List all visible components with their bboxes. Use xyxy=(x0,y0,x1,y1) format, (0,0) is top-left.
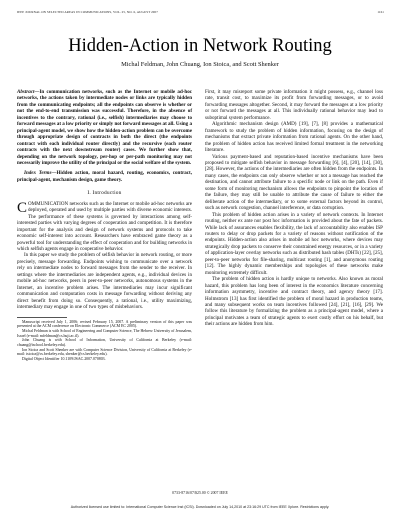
download-notice: Authorized licensed use limited to: International Computer Science Inst (ICSI). Downloaded on July 14,2010 at 23:16:29 UTC from IEEE Xplore. Restrictions apply. xyxy=(70,505,330,509)
index-terms xyxy=(17,170,192,183)
right-paragraph: Algorithmic mechanism design (AMD) [19], [7], [8] provides a mathematical framework to study the problem of hidden information, focusing on the design of mechanisms that extract private information from rational agents. On the other hand, the problem of hidden action has received limited formal treatment in the networking literature. xyxy=(205,121,383,154)
journal-name: IEEE JOURNAL ON SELECTED AREAS IN COMMUNICATIONS, VOL. 25, NO. 6, AUGUST 2007 xyxy=(17,10,158,14)
paper-title: Hidden-Action in Network Routing xyxy=(68,36,332,56)
section-heading: I. Introduction xyxy=(87,190,122,197)
footnote-rule xyxy=(17,317,67,318)
abstract-label: Abstract— xyxy=(17,89,40,95)
right-paragraph: First, it may misreport some private information it might possess, e.g., channel loss rate, transit cost, to maximize its profit from forwarding messages, or to avoid forwarding messages altogether. Second, it may forward the messages at a low priority or not forward the messages at all. This individually rational behavior may lead to suboptimal system performance. xyxy=(205,89,383,121)
first-word-rest: OMMUNICATION xyxy=(28,200,69,207)
footnote-item: Digital Object Identifier 10.1109/JSAC.2007.070803. xyxy=(22,357,106,362)
footnote-item: Ion Stoica and Scott Shenker are with Computer Science Division, University of California at Berkeley (e-mail: istoica@cs.berkeley.edu, shenker@cs.berkeley.edu). xyxy=(17,347,192,357)
abstract-text: In communication networks, such as the Internet or mobile ad-hoc networks, the actions taken by intermediate nodes or links are typically hidden from the communicating endpoints; all the endpoints can observe is whether or not the end-to-end transmission was successful. Therefore, in the absence of incentives to the contrary, rational (i.e., selfish) intermediaries may choose to forward messages at a low priority or simply not forward messages at all. Using a principal-agent model, we show how the hidden-action problem can be overcome through appropriate design of contracts in both the direct (the endpoints contract with each individual router directly) and the recursive (each router contracts with the next downstream router) cases. We further show that, depending on the network topology, per-hop or per-path monitoring may not necessarily improve the utility of the principal or the social welfare of the system. xyxy=(17,89,192,166)
intro-paragraph-2: In this paper we study the problem of selfish behavior in network routing, or more precisely, message forwarding. Endpoints wishing to communicate over a network rely on intermediate nodes to forward messages from the sender to the receiver. In settings where the intermediaries are independent agents, e.g., individual devices in mobile ad-hoc networks, peers in peer-to-peer networks, autonomous systems in the Internet, an incentive problem arises. The intermediaries may incur significant communication and computation costs in message forwarding without deriving any direct benefit from doing so. Consequently, a rational, i.e., utility maximizing, intermediary may engage in one of two types of misbehaviors. xyxy=(17,252,192,311)
paper-authors: Michal Feldman, John Chuang, Ion Stoica, and Scott Shenker xyxy=(121,61,279,68)
footnote-item: Manuscript received July 1, 2006; revised February 15, 2007. A preliminary version of this paper was presented at the ACM conference on Electronic Commerce (ACM EC 2005). xyxy=(17,319,192,329)
drop-cap: C xyxy=(17,199,28,216)
index-terms-text: Hidden action, moral hazard, routing, economics, contract, principal-agent, mechanism design, game theory. xyxy=(17,170,192,183)
footnotes xyxy=(17,320,192,362)
right-paragraph: This problem of hidden action arises in a variety of network contexts. In Internet routing, neither ex ante nor post hoc information is provided about the fate of packets. While lack of assurances enables flexibility, the lack of accountability also enables ISP routers to delay or drop packets for a variety of reasons without notification of the endpoints. Hidden-action also arises in mobile ad hoc networks, where devices may strategically drop packets to conserve their constrained energy resources, or in a variety of application-layer overlay networks such as distributed hash tables (DHTs) [22], [25], peer-to-peer networks for file-sharing, multicast routing [1], and anonymous routing [12]. The highly dynamic memberships and topologies of these networks make monitoring extremely difficult. xyxy=(205,211,383,276)
left-column xyxy=(17,89,192,362)
page-number: 1161 xyxy=(377,10,384,14)
index-terms-label: Index Terms— xyxy=(24,170,57,177)
right-paragraph: Various payment-based and reputation-based incentive mechanisms have been proposed to mitigate selfish behavior in message forwarding [6], [4], [20], [14], [30], [28]. However, the actions of the intermediaries are often hidden from the endpoints. In many cases, the endpoints can only observe whether or not a message has reached the destination, and cannot attribute failure to a specific node or link on the path. Even if some form of monitoring mechanism allows the endpoints to pinpoint the location of the failure, they may still be unable to attribute the cause of failure to either the deliberate action of the intermediary, or to some external factors beyond its control, such as network congestion, channel interference, or data corruption. xyxy=(205,153,383,212)
intro-paragraph-1 xyxy=(17,201,192,253)
right-paragraph: The problem of hidden action is hardly unique to networks. Also known as moral hazard, this problem has long been of interest in the economics literature concerning information asymmetry, incentive and contract theory, and agency theory [17]. Holmstrom [13] has first identified the problem of moral hazard in production teams, and many subsequent works on team incentives followed [24], [21], [16], [29]. We follow this literature by formalizing the problem as a principal-agent model, where a principal motivates a team of strategic agents to exert costly effort on his behalf, but their actions are hidden from him. xyxy=(205,276,383,328)
page-code: 0733-8716/07/$25.00 © 2007 IEEE xyxy=(172,491,228,495)
intro-para1-text: networks such as the Internet or mobile ad-hoc networks are deployed, operated and used by multiple parties with diverse economic interests. The performance of these systems is governed by interactions among self-interested parties with varying degrees of cooperation and competition. It is therefore important for the analysis and design of network systems and protocols to take economic self-interest into account. Researchers have embraced game theory as a powerful tool for understanding the effect of cooperation and for building networks in which selfish agents engage in cooperative behavior. xyxy=(17,200,192,252)
running-head xyxy=(17,10,384,14)
right-column xyxy=(205,89,383,328)
abstract xyxy=(17,89,192,166)
footnote-item: Michal Feldman is with School of Engineering and Computer Science, The Hebrew University of Jerusalem, Israel (e-mail: mfeldman@cs.huji.ac.il). xyxy=(17,328,192,338)
footnote-item: John Chuang is with School of Information, University of California at Berkeley (e-mail: chuang@ischool.berkeley.edu). xyxy=(17,338,192,348)
